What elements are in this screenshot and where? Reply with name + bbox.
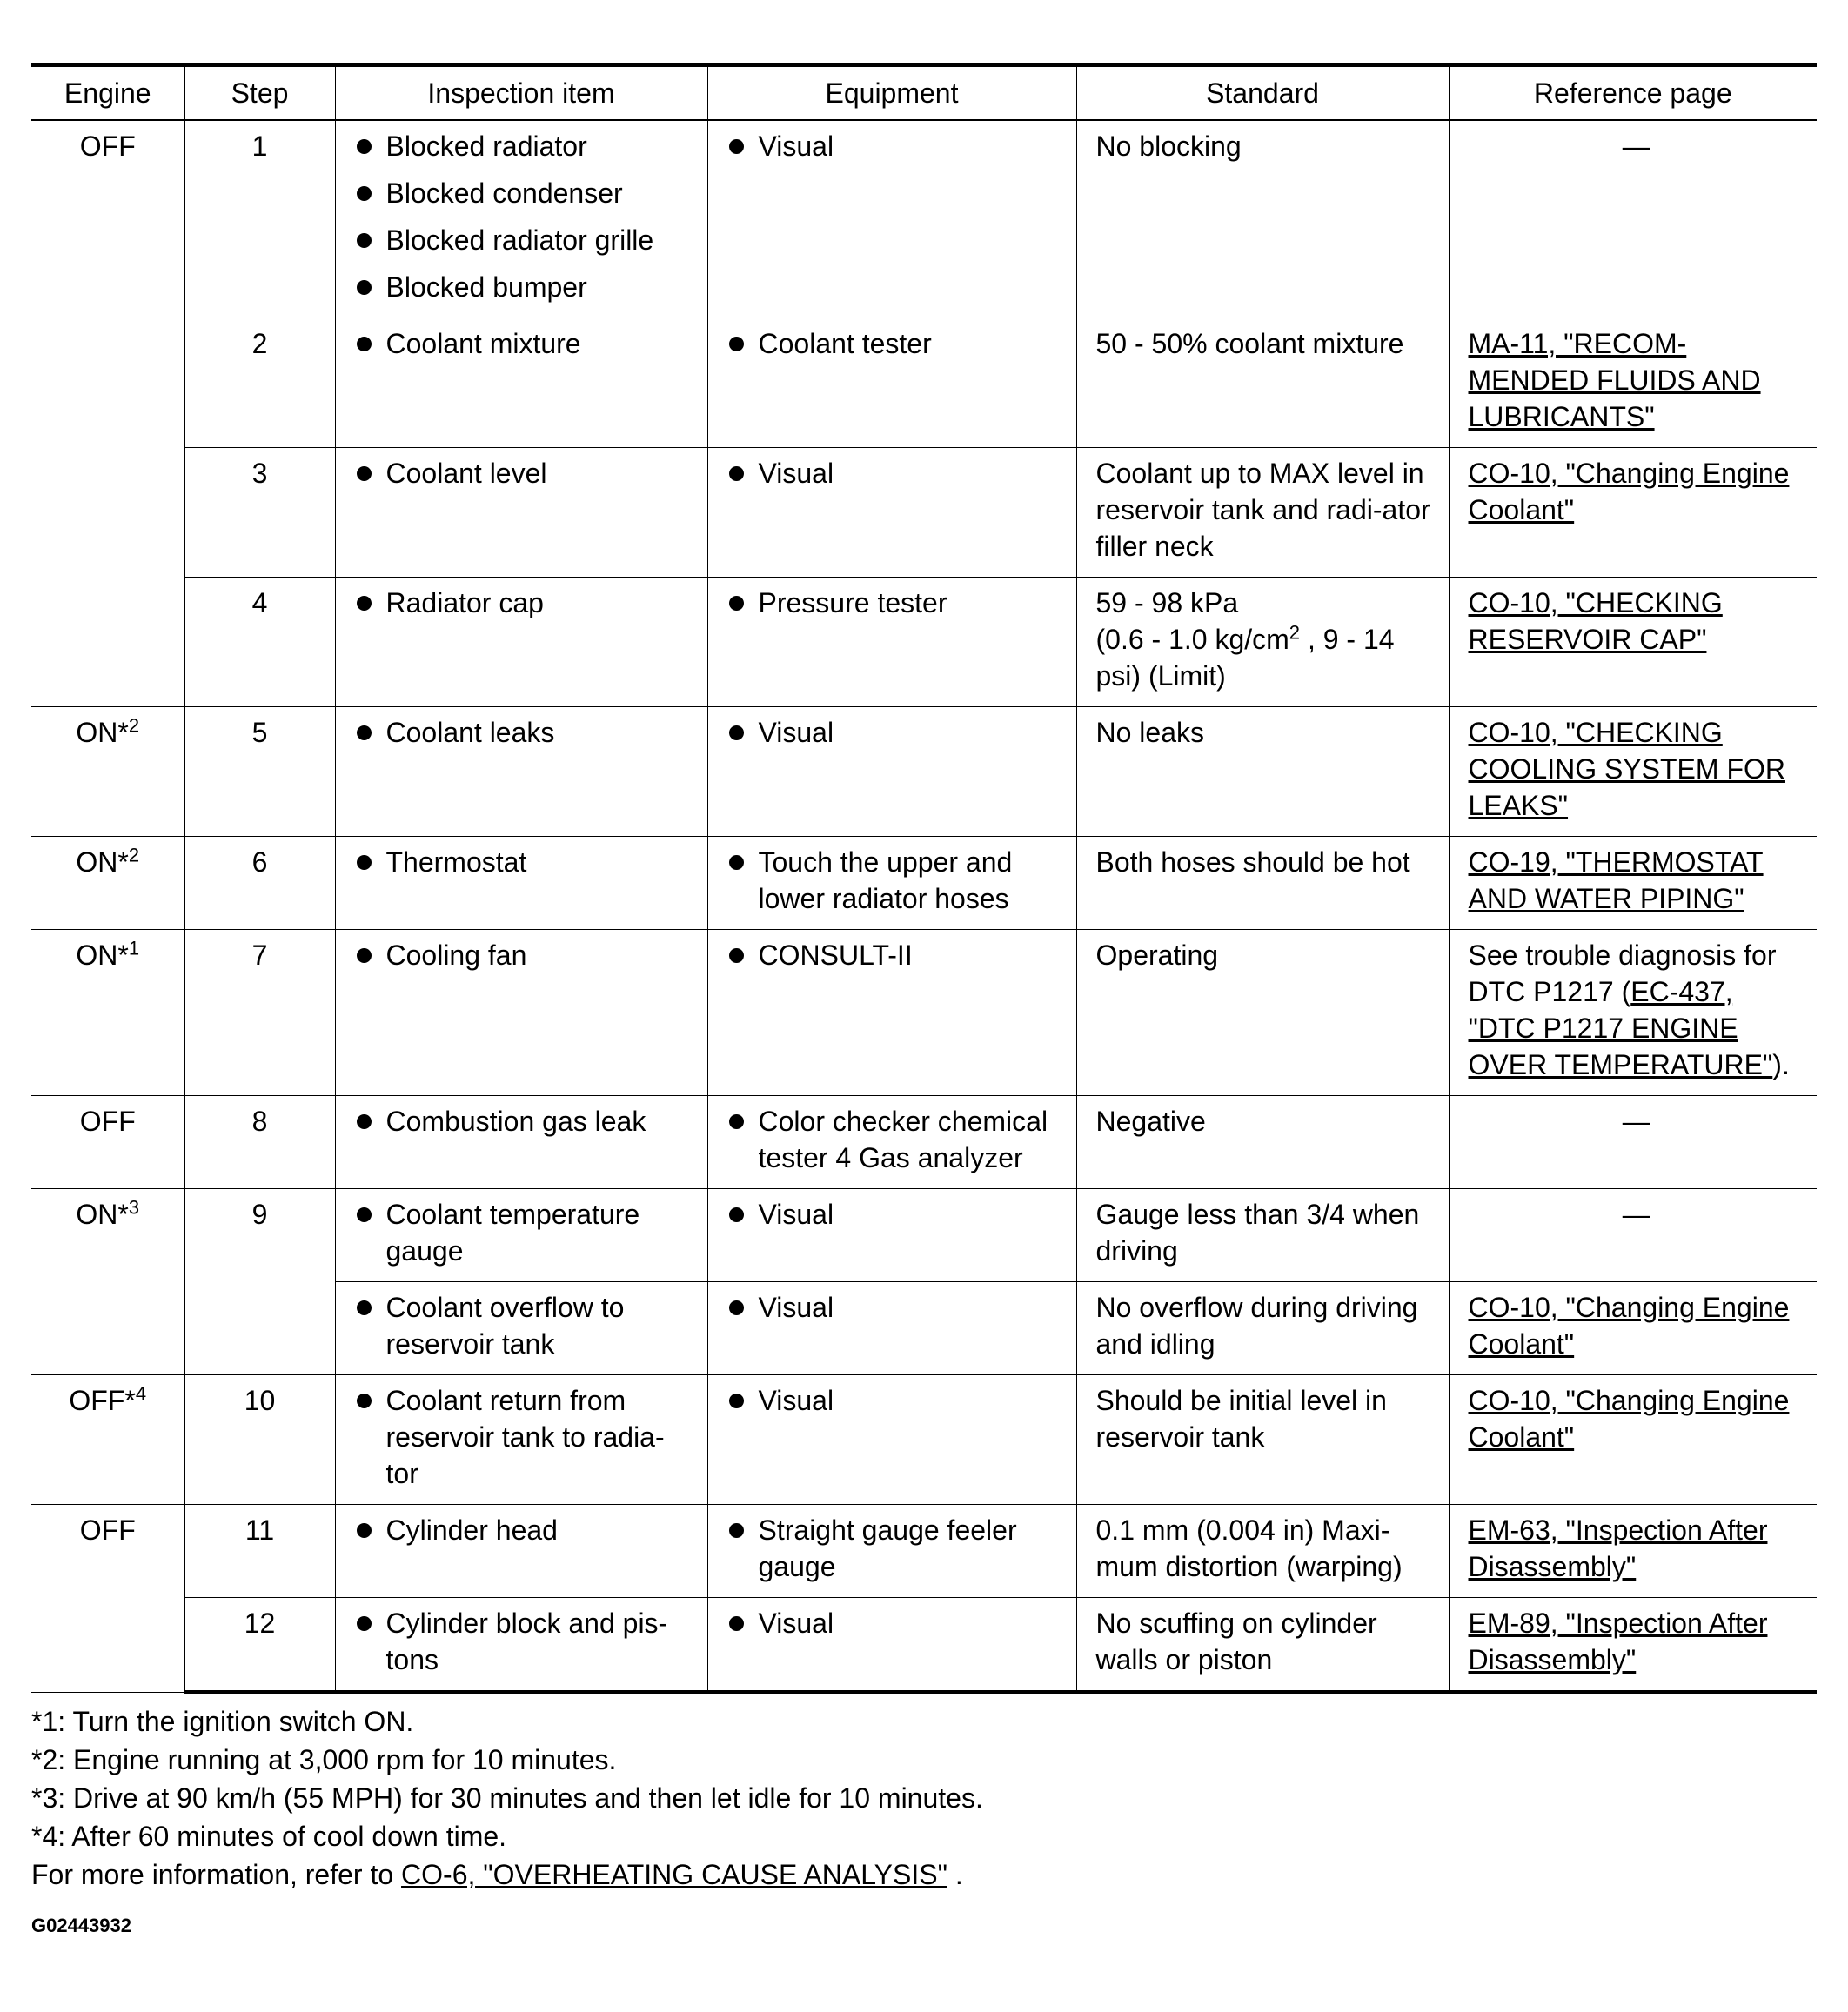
table-header-row	[31, 65, 1817, 121]
inspection-item-text: Coolant overflow to reservoir tank	[385, 1292, 625, 1360]
engine-footnote-ref: 1	[128, 937, 140, 959]
more-info-line	[31, 1855, 1817, 1894]
table-row	[31, 1096, 1817, 1189]
reference-link[interactable]: CO-10, "CHECKING RESERVOIR CAP"	[1468, 587, 1723, 655]
list-item	[727, 455, 1064, 491]
reference-link[interactable]: EM-63, "Inspection After Disassembly"	[1468, 1514, 1768, 1582]
list-item	[355, 1196, 695, 1269]
engine-footnote-ref: 3	[128, 1196, 140, 1219]
list-item	[355, 714, 695, 751]
standard-cell: No scuffing on cylinder walls or piston	[1076, 1598, 1449, 1693]
reference-cell	[1449, 1375, 1817, 1505]
inspection-item-cell	[335, 448, 707, 578]
equipment-cell	[707, 1189, 1076, 1282]
header-inspection-item: Inspection item	[335, 65, 707, 121]
step-cell: 8	[184, 1096, 335, 1189]
bullet-icon	[729, 1207, 744, 1222]
equipment-cell	[707, 1096, 1076, 1189]
engine-footnote-ref: 4	[135, 1382, 147, 1405]
reference-cell	[1449, 837, 1817, 930]
bullet-icon	[357, 186, 372, 201]
list-item	[727, 1196, 1064, 1233]
reference-cell	[1449, 1282, 1817, 1375]
list-item	[727, 1605, 1064, 1641]
reference-link[interactable]: CO-10, "Changing Engine Coolant"	[1468, 458, 1790, 525]
inspection-item-cell	[335, 1096, 707, 1189]
list-item	[355, 222, 695, 258]
standard-pressure-range: 59 - 98 kPa	[1095, 587, 1239, 618]
list-item	[727, 1512, 1064, 1585]
footnote: *2: Engine running at 3,000 rpm for 10 minutes.	[31, 1744, 617, 1775]
bullet-icon	[357, 337, 372, 351]
reference-link[interactable]: CO-19, "THERMOSTAT AND WATER PIPING"	[1468, 846, 1764, 914]
engine-state: ON*	[76, 717, 129, 748]
list-item	[355, 585, 695, 621]
equipment-cell	[707, 1505, 1076, 1598]
bullet-icon	[729, 855, 744, 870]
engine-state: OFF	[79, 130, 136, 162]
equipment-text: Visual	[758, 458, 834, 489]
bullet-icon	[729, 139, 744, 154]
bullet-icon	[357, 1616, 372, 1631]
equipment-text: Visual	[758, 130, 834, 162]
footnote: *4: After 60 minutes of cool down time.	[31, 1821, 507, 1852]
step-cell: 10	[184, 1375, 335, 1505]
table-row	[31, 1375, 1817, 1505]
more-info-link[interactable]: CO-6, "OVERHEATING CAUSE ANALYSIS"	[401, 1859, 947, 1890]
footnotes	[31, 1702, 1817, 1894]
inspection-item-text: Cylinder block and pis-tons	[385, 1608, 668, 1675]
table-row	[31, 120, 1817, 318]
bullet-icon	[729, 466, 744, 481]
engine-state: ON*	[76, 1199, 129, 1230]
list-item	[355, 1289, 695, 1362]
list-item	[355, 844, 695, 880]
equipment-cell	[707, 930, 1076, 1096]
equipment-text: CONSULT-II	[758, 939, 913, 971]
list-item	[727, 1289, 1064, 1326]
inspection-item-text: Thermostat	[385, 846, 527, 878]
standard-cell: 0.1 mm (0.004 in) Maxi-mum distortion (warping)	[1076, 1505, 1449, 1598]
equipment-cell	[707, 1375, 1076, 1505]
inspection-item-cell	[335, 1375, 707, 1505]
header-engine: Engine	[31, 65, 184, 121]
step-cell: 6	[184, 837, 335, 930]
bullet-icon	[357, 1394, 372, 1408]
step-cell: 12	[184, 1598, 335, 1693]
inspection-item-text: Blocked radiator	[385, 130, 587, 162]
reference-cell	[1449, 707, 1817, 837]
list-item	[355, 325, 695, 362]
equipment-cell	[707, 318, 1076, 448]
inspection-item-text: Coolant temperature gauge	[385, 1199, 640, 1267]
table-row	[31, 837, 1817, 930]
empty-reference-dash: —	[1622, 1106, 1650, 1137]
equipment-text: Visual	[758, 1292, 834, 1323]
step-cell: 4	[184, 578, 335, 707]
table-row	[31, 930, 1817, 1096]
inspection-item-text: Blocked radiator grille	[385, 224, 654, 256]
engine-state: OFF*	[69, 1385, 136, 1416]
table-row	[31, 1598, 1817, 1693]
inspection-item-cell	[335, 120, 707, 318]
table-row	[31, 578, 1817, 707]
bullet-icon	[729, 1394, 744, 1408]
equipment-text: Touch the upper and lower radiator hoses	[758, 846, 1013, 914]
equipment-cell	[707, 707, 1076, 837]
engine-cell	[31, 120, 184, 707]
bullet-icon	[357, 596, 372, 611]
bullet-icon	[357, 1300, 372, 1315]
list-item	[355, 1103, 695, 1140]
figure-code: G02443932	[31, 1915, 131, 1936]
reference-text: See trouble diagnosis for DTC P1217 (	[1468, 939, 1777, 1007]
engine-footnote-ref: 2	[128, 844, 140, 866]
reference-cell	[1449, 120, 1817, 318]
inspection-item-text: Cylinder head	[385, 1514, 558, 1546]
list-item	[727, 937, 1064, 973]
equipment-text: Visual	[758, 1199, 834, 1230]
bullet-icon	[357, 280, 372, 295]
list-item	[727, 585, 1064, 621]
table-row	[31, 707, 1817, 837]
inspection-item-text: Cooling fan	[385, 939, 527, 971]
equipment-text: Visual	[758, 1385, 834, 1416]
equipment-text: Visual	[758, 717, 834, 748]
bullet-icon	[729, 596, 744, 611]
standard-cell: Should be initial level in reservoir tank	[1076, 1375, 1449, 1505]
engine-cell	[31, 930, 184, 1096]
equipment-text: Color checker chemical tester 4 Gas analyzer	[758, 1106, 1048, 1173]
header-step: Step	[184, 65, 335, 121]
standard-pressure-conversion: (0.6 - 1.0 $kg/cm^2$ , 9 - 14 psi) (Limit)	[1095, 621, 1395, 692]
header-standard: Standard	[1076, 65, 1449, 121]
list-item	[355, 128, 695, 164]
standard-cell: Negative	[1076, 1096, 1449, 1189]
standard-cell: No blocking	[1076, 120, 1449, 318]
list-item	[355, 1512, 695, 1548]
list-item	[355, 455, 695, 491]
inspection-item-text: Combustion gas leak	[385, 1106, 646, 1137]
inspection-item-text: Blocked condenser	[385, 177, 623, 209]
reference-link[interactable]: EM-89, "Inspection After Disassembly"	[1468, 1608, 1768, 1675]
bullet-icon	[729, 725, 744, 740]
equipment-text: Visual	[758, 1608, 834, 1639]
engine-cell	[31, 1096, 184, 1189]
inspection-item-cell	[335, 1505, 707, 1598]
equipment-cell	[707, 448, 1076, 578]
inspection-item-cell	[335, 930, 707, 1096]
engine-cell	[31, 707, 184, 837]
engine-cell	[31, 837, 184, 930]
inspection-table	[31, 63, 1817, 1694]
reference-cell	[1449, 1096, 1817, 1189]
more-info-end: .	[947, 1859, 963, 1890]
engine-state: OFF	[79, 1514, 136, 1546]
empty-reference-dash: —	[1622, 130, 1650, 162]
step-cell: 3	[184, 448, 335, 578]
engine-cell	[31, 1189, 184, 1375]
engine-state: ON*	[76, 846, 129, 878]
inspection-item-text: Coolant mixture	[385, 328, 581, 359]
inspection-item-text: Coolant leaks	[385, 717, 555, 748]
inspection-item-text: Coolant return from reservoir tank to radia-tor	[385, 1385, 665, 1489]
inspection-item-text: Radiator cap	[385, 587, 544, 618]
footnote: *1: Turn the ignition switch ON.	[31, 1706, 414, 1737]
standard-cell: Gauge less than 3/4 when driving	[1076, 1189, 1449, 1282]
inspection-item-cell	[335, 318, 707, 448]
reference-text-end: ).	[1772, 1049, 1790, 1080]
bullet-icon	[729, 1523, 744, 1538]
inspection-item-cell	[335, 837, 707, 930]
reference-link[interactable]: MA-11, "RECOM-MENDED FLUIDS AND LUBRICANTS"	[1468, 328, 1761, 432]
engine-footnote-ref: 2	[128, 714, 140, 737]
header-reference-page: Reference page	[1449, 65, 1817, 121]
equipment-text: Pressure tester	[758, 587, 947, 618]
standard-cell: No leaks	[1076, 707, 1449, 837]
inspection-item-cell	[335, 707, 707, 837]
bullet-icon	[729, 1114, 744, 1129]
list-item	[727, 844, 1064, 917]
equipment-text: Coolant tester	[758, 328, 932, 359]
inspection-document	[31, 63, 1817, 1937]
equipment-cell	[707, 1598, 1076, 1693]
footnote: *3: Drive at 90 km/h (55 MPH) for 30 minutes and then let idle for 10 minutes.	[31, 1782, 983, 1814]
list-item	[355, 1605, 695, 1678]
standard-cell: Both hoses should be hot	[1076, 837, 1449, 930]
equipment-cell	[707, 578, 1076, 707]
inspection-item-text: Blocked bumper	[385, 271, 587, 303]
reference-cell	[1449, 318, 1817, 448]
reference-cell	[1449, 930, 1817, 1096]
standard-cell	[1076, 578, 1449, 707]
step-cell: 2	[184, 318, 335, 448]
reference-cell	[1449, 1189, 1817, 1282]
more-info-text: For more information, refer to	[31, 1859, 402, 1890]
list-item	[727, 1103, 1064, 1176]
reference-cell	[1449, 1598, 1817, 1693]
engine-cell	[31, 1505, 184, 1693]
equipment-cell	[707, 120, 1076, 318]
header-equipment: Equipment	[707, 65, 1076, 121]
table-row	[31, 1505, 1817, 1598]
inspection-item-cell	[335, 1282, 707, 1375]
standard-cell: 50 - 50% coolant mixture	[1076, 318, 1449, 448]
equipment-cell	[707, 837, 1076, 930]
reference-cell	[1449, 448, 1817, 578]
bullet-icon	[729, 1616, 744, 1631]
list-item	[355, 175, 695, 211]
table-row	[31, 318, 1817, 448]
bullet-icon	[729, 948, 744, 963]
step-cell: 7	[184, 930, 335, 1096]
equipment-text: Straight gauge feeler gauge	[758, 1514, 1017, 1582]
engine-state: ON*	[76, 939, 129, 971]
bullet-icon	[357, 466, 372, 481]
bullet-icon	[729, 337, 744, 351]
bullet-icon	[357, 139, 372, 154]
list-item	[355, 937, 695, 973]
bullet-icon	[357, 1207, 372, 1222]
list-item	[727, 1382, 1064, 1419]
standard-cell: Coolant up to MAX level in reservoir tank and radi-ator filler neck	[1076, 448, 1449, 578]
bullet-icon	[357, 1523, 372, 1538]
equipment-cell	[707, 1282, 1076, 1375]
step-cell: 5	[184, 707, 335, 837]
list-item	[355, 1382, 695, 1492]
reference-link[interactable]: CO-10, "CHECKING COOLING SYSTEM FOR LEAKS"	[1468, 717, 1785, 821]
bullet-icon	[357, 725, 372, 740]
table-row	[31, 448, 1817, 578]
table-row	[31, 1189, 1817, 1282]
reference-link[interactable]: CO-10, "Changing Engine Coolant"	[1468, 1292, 1790, 1360]
reference-cell	[1449, 1505, 1817, 1598]
list-item	[355, 269, 695, 305]
inspection-item-cell	[335, 1598, 707, 1693]
bullet-icon	[357, 1114, 372, 1129]
bullet-icon	[357, 855, 372, 870]
step-cell: 9	[184, 1189, 335, 1375]
empty-reference-dash: —	[1622, 1199, 1650, 1230]
reference-link[interactable]: CO-10, "Changing Engine Coolant"	[1468, 1385, 1790, 1453]
step-cell: 11	[184, 1505, 335, 1598]
engine-cell	[31, 1375, 184, 1505]
standard-cell: No overflow during driving and idling	[1076, 1282, 1449, 1375]
engine-state: OFF	[79, 1106, 136, 1137]
reference-link[interactable]: EC-437, "DTC P1217 ENGINE OVER TEMPERATURE"	[1468, 976, 1773, 1080]
inspection-item-cell	[335, 578, 707, 707]
list-item	[727, 714, 1064, 751]
bullet-icon	[357, 233, 372, 248]
step-cell: 1	[184, 120, 335, 318]
bullet-icon	[357, 948, 372, 963]
list-item	[727, 128, 1064, 164]
bullet-icon	[729, 1300, 744, 1315]
list-item	[727, 325, 1064, 362]
reference-cell	[1449, 578, 1817, 707]
standard-cell: Operating	[1076, 930, 1449, 1096]
inspection-item-cell	[335, 1189, 707, 1282]
inspection-item-text: Coolant level	[385, 458, 547, 489]
